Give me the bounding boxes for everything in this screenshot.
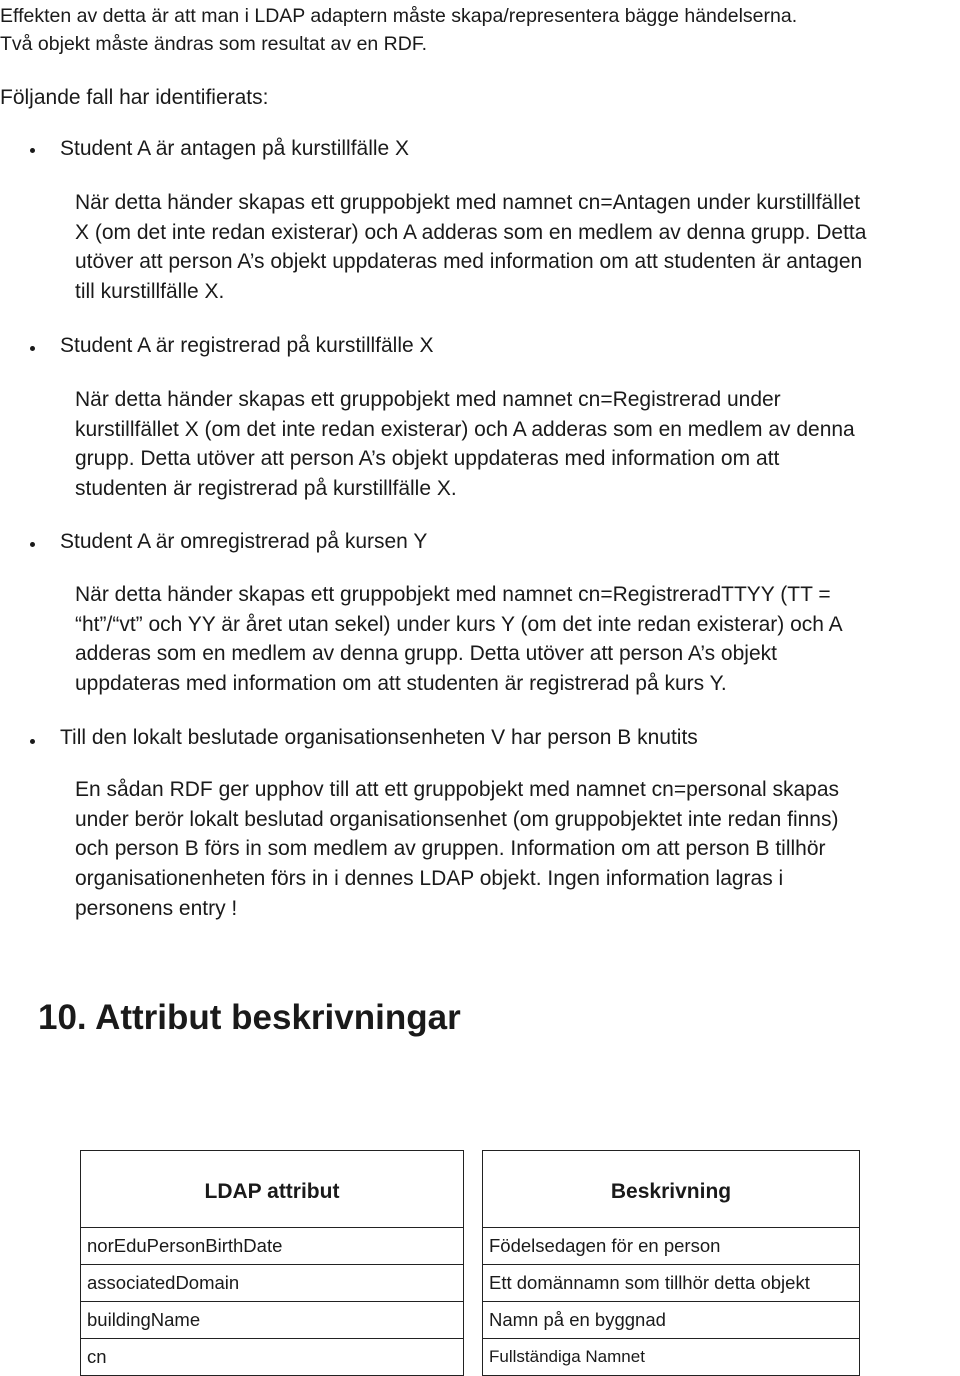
case-4-line: och person B förs in som medlem av gruppen. Information om att person B tillhör	[75, 837, 826, 861]
attribute-description-cell: Födelsedagen för en person	[483, 1228, 860, 1265]
bullet-icon	[30, 346, 35, 351]
column-gap	[464, 1339, 483, 1376]
case-2-line: studenten är registrerad på kurstillfälle X.	[75, 477, 457, 501]
case-1-title: Student A är antagen på kurstillfälle X	[60, 137, 410, 160]
intro-line-3: Följande fall har identifierats:	[0, 86, 269, 109]
case-4-line: personens entry !	[75, 896, 238, 920]
case-1-line: till kurstillfälle X.	[75, 280, 225, 304]
case-3-line: “ht”/“vt” och YY är året utan sekel) under kurs Y (om det inte redan existerar) och A	[75, 612, 843, 636]
case-3-title: Student A är omregistrerad på kursen Y	[60, 530, 428, 553]
table-row	[81, 1339, 860, 1376]
column-header-ldap-attribut: LDAP attribut	[81, 1151, 464, 1228]
case-3-line: adderas som en medlem av denna grupp. Detta utöver att person A’s objekt	[75, 642, 777, 666]
case-2-line: kurstillfället X (om det inte redan existerar) och A adderas som en medlem av denna	[75, 417, 855, 441]
attribute-description-cell: Namn på en byggnad	[483, 1302, 860, 1339]
section-heading: 10. Attribut beskrivningar	[38, 998, 461, 1037]
bullet-icon	[30, 148, 35, 153]
case-2-line: grupp. Detta utöver att person A’s objekt uppdateras med information om att	[75, 447, 780, 471]
case-4-line: organisationenheten förs in i dennes LDAP objekt. Ingen information lagras i	[75, 867, 784, 891]
table-row	[81, 1228, 860, 1265]
attribute-name-cell: associatedDomain	[81, 1265, 464, 1302]
case-3-line: uppdateras med information om att studenten är registrerad på kurs Y.	[75, 672, 727, 696]
case-1-line: utöver att person A’s objekt uppdateras med information om att studenten är antagen	[75, 250, 863, 274]
case-4-description	[75, 775, 950, 924]
case-1-description	[75, 188, 950, 307]
attribute-description-cell: Fullständiga Namnet	[483, 1339, 860, 1376]
attribute-name-cell: cn	[81, 1339, 464, 1376]
case-1-line: X (om det inte redan existerar) och A adderas som en medlem av denna grupp. Detta	[75, 220, 867, 244]
attribute-table	[80, 1150, 860, 1376]
table-header-row	[81, 1151, 860, 1228]
table-row	[81, 1302, 860, 1339]
column-header-beskrivning: Beskrivning	[483, 1151, 860, 1228]
attribute-name-cell: norEduPersonBirthDate	[81, 1228, 464, 1265]
column-gap	[464, 1228, 483, 1265]
bullet-icon	[30, 739, 35, 744]
intro-line-2: Två objekt måste ändras som resultat av en RDF.	[0, 33, 428, 55]
case-2-title: Student A är registrerad på kurstillfälle X	[60, 334, 434, 357]
bullet-icon	[30, 542, 35, 547]
case-4-line: En sådan RDF ger upphov till att ett gruppobjekt med namnet cn=personal skapas	[75, 778, 840, 801]
case-2-line: När detta händer skapas ett gruppobjekt med namnet cn=Registrerad under	[75, 388, 781, 411]
column-gap	[464, 1151, 483, 1228]
column-gap	[464, 1265, 483, 1302]
attribute-description-cell: Ett domännamn som tillhör detta objekt	[483, 1265, 860, 1302]
case-1-line: När detta händer skapas ett gruppobjekt med namnet cn=Antagen under kurstillfället	[75, 191, 861, 214]
intro-line-1: Effekten av detta är att man i LDAP adaptern måste skapa/representera bägge händelserna.	[0, 5, 798, 27]
case-4-title: Till den lokalt beslutade organisationsenheten V har person B knutits	[60, 726, 698, 749]
table-row	[81, 1265, 860, 1302]
case-3-line: När detta händer skapas ett gruppobjekt med namnet cn=RegistreradTTYY (TT =	[75, 583, 831, 606]
column-gap	[464, 1302, 483, 1339]
case-3-description	[75, 580, 950, 699]
case-4-line: under berör lokalt beslutad organisationsenhet (om gruppobjektet inte redan finns)	[75, 807, 839, 831]
case-2-description	[75, 385, 950, 504]
attribute-name-cell: buildingName	[81, 1302, 464, 1339]
